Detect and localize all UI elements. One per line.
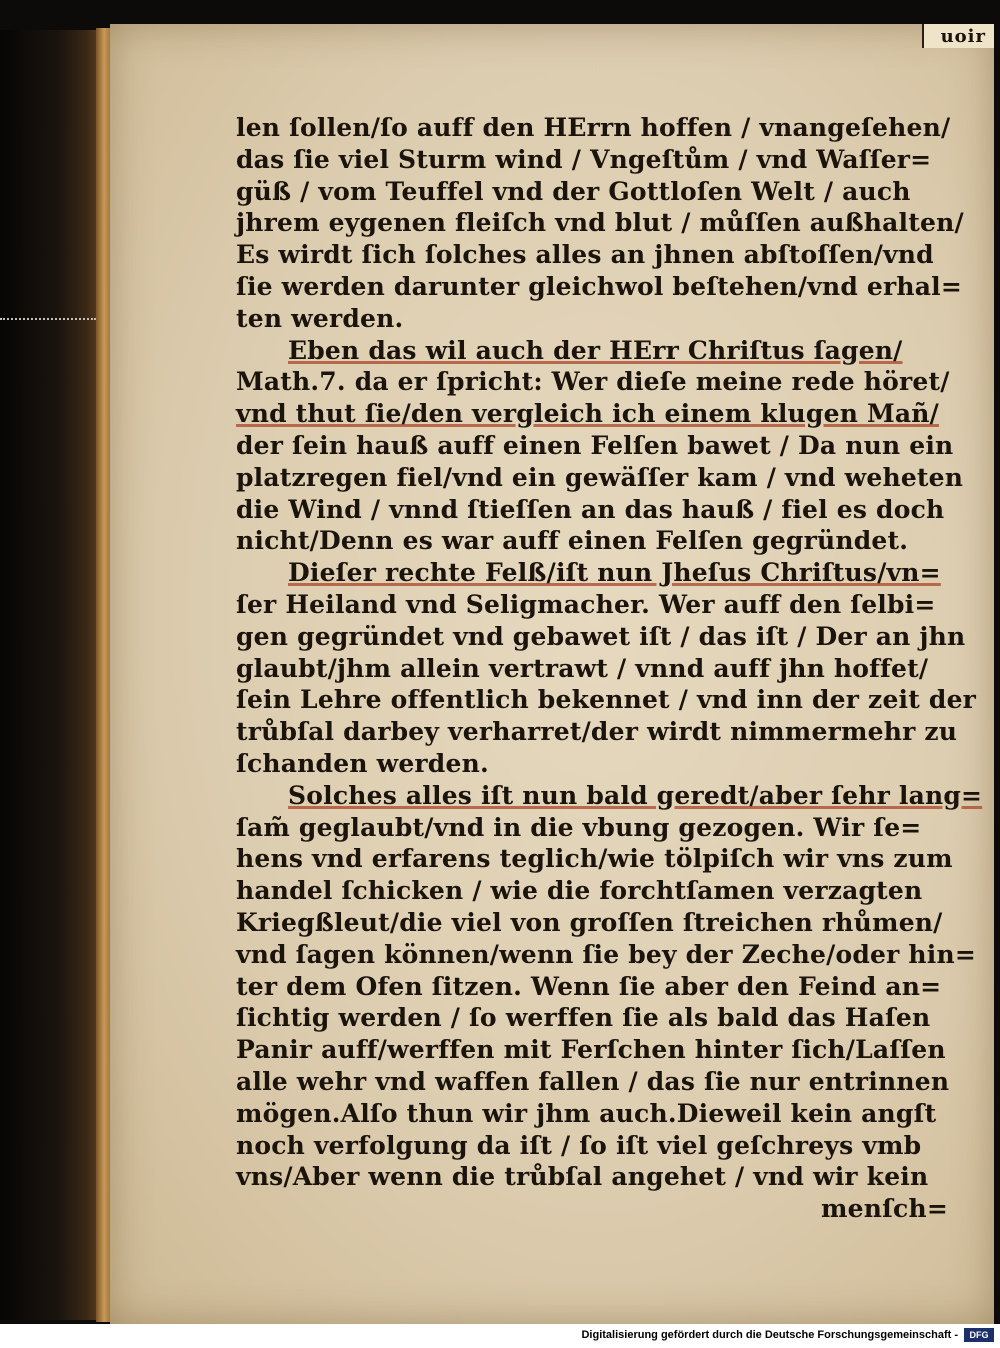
- text-line: ſam̃ geglaubt/vnd in die vbung gezogen. Wir ſe=: [236, 812, 922, 842]
- text-line: jhrem eygenen fleiſch vnd blut / můſſen außhalten/: [236, 208, 964, 238]
- text-line: handel ſchicken / wie die forchtſamen verzagten: [236, 876, 923, 906]
- footer-bar: [0, 1324, 1000, 1348]
- text-line: hens vnd erfarens teglich/wie tölpiſch wir vns zum: [236, 844, 953, 874]
- text-line-paragraph-start: Eben das wil auch der HErr Chriſtus ſagen/: [288, 335, 903, 365]
- text-line: ſie werden darunter gleichwol beſtehen/vnd erhal=: [236, 271, 962, 301]
- page-text-body: [236, 112, 983, 1225]
- text-line: ſein Lehre offentlich bekennet / vnd inn der zeit der: [236, 685, 977, 715]
- dfg-logo: DFG: [964, 1328, 994, 1342]
- text-line: das ſie viel Sturm wind / Vngeſtům / vnd Waſſer=: [236, 144, 932, 174]
- text-line: die Wind / vnnd ſtieſſen an das hauß / fiel es doch: [236, 494, 945, 524]
- text-line: platzregen fiel/vnd ein gewäſſer kam / vnd weheten: [236, 462, 964, 492]
- text-line: trůbſal darbey verharret/der wirdt nimmermehr zu: [236, 717, 958, 747]
- text-line: noch verfolgung da iſt / ſo iſt viel geſchreys vmb: [236, 1130, 922, 1160]
- scan-marker-line: [0, 318, 96, 321]
- text-line: Kriegßleut/die viel von groſſen ſtreichen rhůmen/: [236, 907, 943, 937]
- text-line: Es wirdt ſich ſolches alles an jhnen abſtoſſen/vnd: [236, 240, 934, 270]
- text-line: ſchanden werden.: [236, 748, 489, 778]
- catchword: menſch=: [820, 1194, 948, 1224]
- text-line: vns/Aber wenn die trůbſal angehet / vnd wir kein: [236, 1162, 929, 1192]
- text-line: Math.7. da er ſpricht: Wer dieſe meine rede höret/: [236, 367, 950, 397]
- text-line-paragraph-start: Solches alles iſt nun bald geredt/aber ſehr lang=: [288, 780, 983, 810]
- book-edge-shadow: [0, 30, 108, 1320]
- text-line: güß / vom Teuffel vnd der Gottloſen Welt / auch: [236, 176, 911, 206]
- corner-label: uoir: [940, 26, 986, 47]
- text-line: ſer Heiland vnd Seligmacher. Wer auff den ſelbi=: [236, 589, 936, 619]
- next-page-corner: [922, 24, 994, 48]
- text-line: gen gegründet vnd gebawet iſt / das iſt / Der an jhn: [236, 621, 966, 651]
- text-line: vnd thut ſie/den vergleich ich einem klugen Mañ/: [236, 399, 939, 429]
- text-line: alle wehr vnd waffen fallen / das ſie nur entrinnen: [236, 1066, 950, 1096]
- text-line: mögen.Alſo thun wir jhm auch.Dieweil kein angſt: [236, 1098, 937, 1128]
- text-line-paragraph-start: Dieſer rechte Felß/iſt nun Jheſus Chriſtus/vn=: [288, 558, 941, 588]
- text-line: Panir auff/werffen mit Ferſchen hinter ſich/Laſſen: [236, 1035, 946, 1065]
- text-line: ten werden.: [236, 303, 404, 333]
- text-line: ſichtig werden / ſo werffen ſie als bald das Haſen: [236, 1003, 931, 1033]
- text-line: der ſein hauß auff einen Felſen bawet / Da nun ein: [236, 430, 954, 460]
- text-line: ter dem Ofen ſitzen. Wenn ſie aber den Feind an=: [236, 971, 942, 1001]
- footer-credit: Digitalisierung gefördert durch die Deutsche Forschungsgemeinschaft -: [581, 1329, 958, 1341]
- text-line: vnd ſagen können/wenn ſie bey der Zeche/oder hin=: [236, 939, 977, 969]
- text-line: len ſollen/ſo auff den HErrn hoffen / vnangeſehen/: [236, 113, 951, 142]
- text-line: glaubt/jhm allein vertrawt / vnnd auff jhn hoffet/: [236, 653, 929, 683]
- text-line: nicht/Denn es war auff einen Felſen gegründet.: [236, 526, 909, 556]
